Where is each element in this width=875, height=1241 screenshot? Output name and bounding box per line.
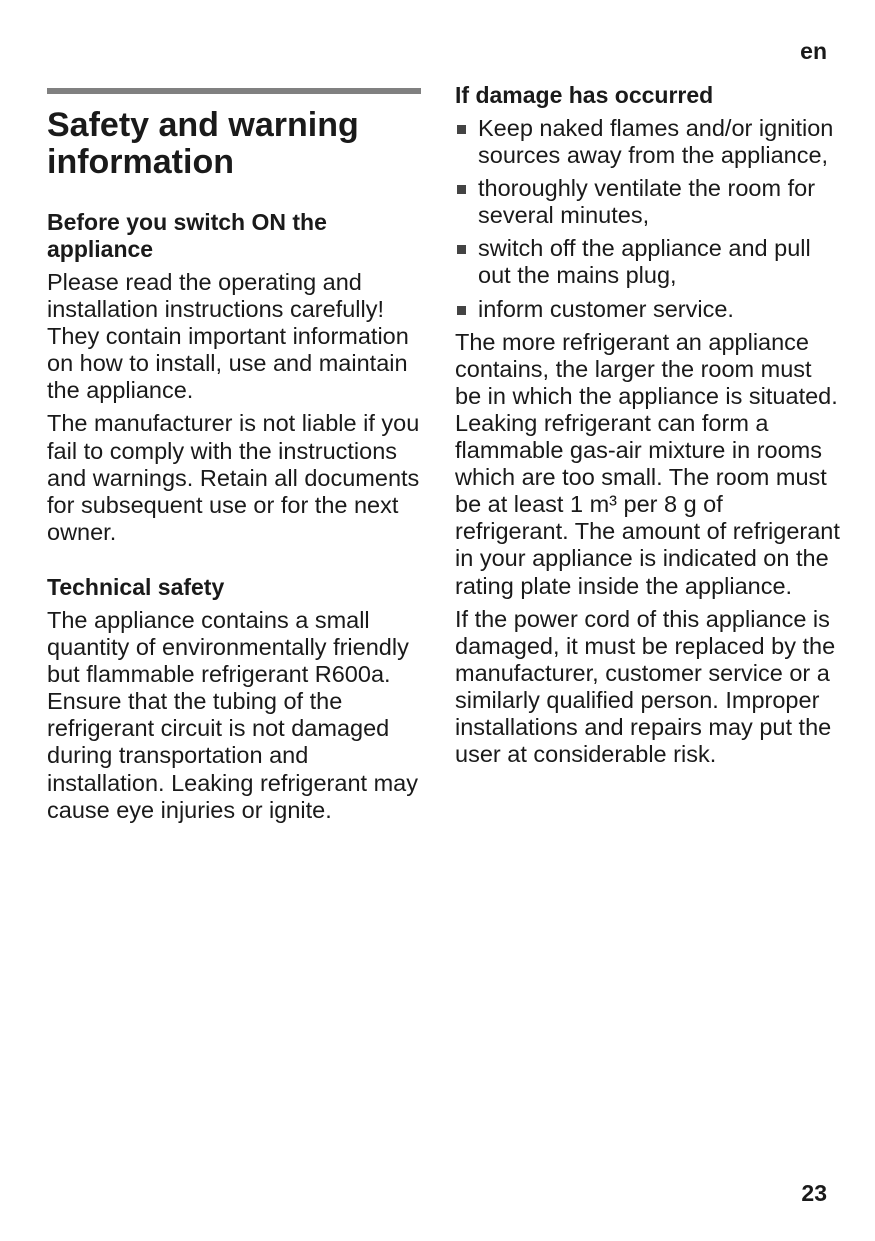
square-bullet-icon (457, 306, 466, 315)
list-item (455, 115, 840, 169)
paragraph: The more refrigerant an appliance contains, the larger the room must be in which the appliance is situated. Leaking refrigerant can form a flammable gas-air mixture in rooms which are too small. The room must be at least 1 m³ per 8 g of refrigerant. The amount of refrigerant in your appliance is indicated on the rating plate inside the appliance. (455, 328, 840, 599)
right-column (455, 82, 840, 768)
damage-steps-list (455, 115, 840, 323)
list-item-text: inform customer service. (478, 295, 734, 322)
list-item-text: thoroughly ventilate the room for several minutes, (478, 175, 816, 229)
paragraph: Please read the operating and installation instructions carefully! They contain important information on how to install, use and maintain the appliance. (47, 269, 409, 404)
paragraph: If the power cord of this appliance is damaged, it must be replaced by the manufacturer, customer service or a similarly qualified person. Improper installations and repairs may put the user at considerable risk. (455, 605, 836, 768)
list-item (455, 175, 840, 229)
square-bullet-icon (457, 185, 466, 194)
page-title: Safety and warning information (47, 106, 359, 181)
square-bullet-icon (457, 125, 466, 134)
list-item (455, 296, 840, 323)
language-label: en (800, 38, 827, 64)
paragraph: The appliance contains a small quantity of environmentally friendly but flammable refrigerant R600a. Ensure that the tubing of the refrigerant circuit is not damaged during transportation and installation. Leaking refrigerant may cause eye injuries or ignite. (47, 606, 418, 823)
section-heading-technical-safety: Technical safety (47, 573, 225, 600)
left-column (47, 82, 421, 824)
section-heading-before-switch-on: Before you switch ON the appliance (47, 209, 327, 262)
section-heading-if-damage: If damage has occurred (455, 82, 714, 108)
paragraph: The manufacturer is not liable if you fail to comply with the instructions and warnings. Retain all documents for subsequent use or for the next owner. (47, 410, 420, 545)
section-divider (47, 88, 421, 94)
list-item (455, 235, 840, 289)
list-item-text: switch off the appliance and pull out the mains plug, (478, 235, 811, 289)
list-item-text: Keep naked flames and/or ignition sources away from the appliance, (478, 115, 834, 169)
page-number: 23 (801, 1180, 827, 1206)
square-bullet-icon (457, 245, 466, 254)
